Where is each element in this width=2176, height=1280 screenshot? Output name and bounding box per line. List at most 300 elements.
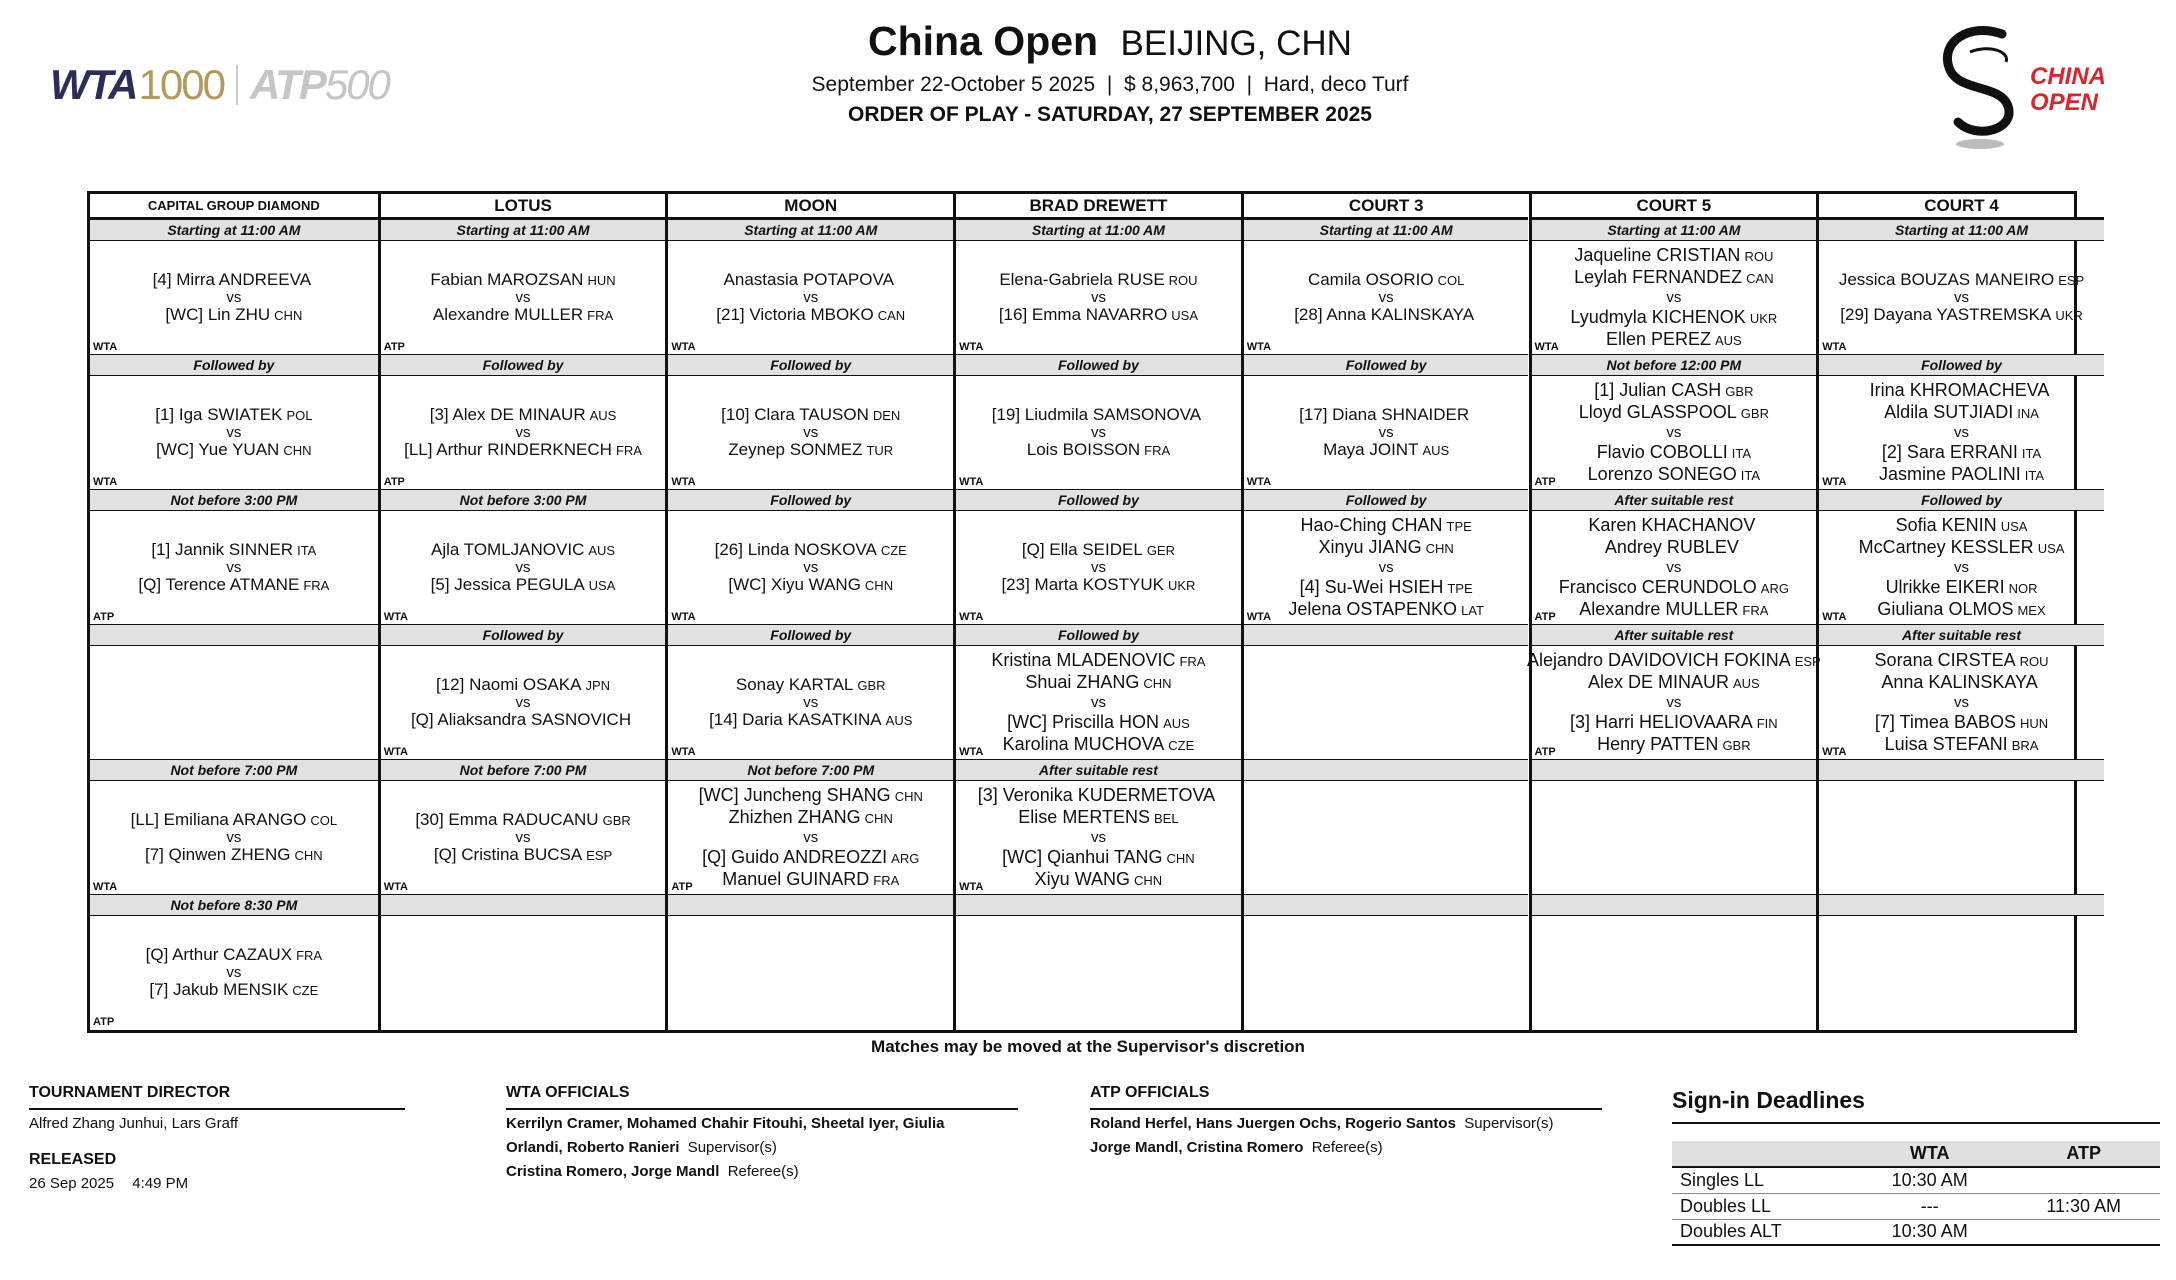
- vs-label: vs: [226, 424, 242, 441]
- tour-label: WTA: [959, 476, 984, 488]
- player-nationality: CHN: [274, 308, 303, 323]
- player: [702, 847, 919, 869]
- court-column: [953, 194, 1241, 1030]
- start-time-bar: Starting at 11:00 AM: [381, 219, 666, 241]
- court-column: [1816, 194, 2104, 1030]
- match-cell: [90, 781, 378, 894]
- player-nationality: POL: [286, 408, 313, 423]
- start-time-bar: Followed by: [381, 354, 666, 376]
- match-cell: [1532, 916, 1817, 1029]
- player: [411, 710, 635, 730]
- player: [1877, 599, 2045, 621]
- player-nationality: TUR: [866, 443, 894, 458]
- vs-label: vs: [1090, 289, 1106, 306]
- tour-label: WTA: [671, 476, 696, 488]
- player-name: [30] Emma RADUCANU: [415, 810, 599, 829]
- player: [1007, 712, 1190, 734]
- vs-label: vs: [1666, 423, 1682, 441]
- player: [1840, 305, 2082, 325]
- order-of-play-grid: [87, 191, 2085, 1033]
- player-nationality: FRA: [587, 308, 614, 323]
- player-name: Anastasia POTAPOVA: [723, 270, 894, 289]
- match-cell: [956, 646, 1241, 759]
- start-time-bar: After suitable rest: [1819, 624, 2104, 646]
- player-nationality: NOR: [2008, 580, 2038, 596]
- player-nationality: ESP: [586, 848, 613, 863]
- player-name: [4] Su-Wei HSIEH: [1299, 576, 1444, 597]
- player-name: Zeynep SONMEZ: [728, 440, 863, 459]
- player-name: Sonay KARTAL: [735, 675, 854, 694]
- court-name: MOON: [668, 194, 953, 219]
- start-time-bar: Not before 7:00 PM: [381, 759, 666, 781]
- player-nationality: AUS: [589, 408, 617, 423]
- player-nationality: CHN: [1425, 540, 1454, 556]
- start-time-bar: After suitable rest: [1532, 624, 1817, 646]
- tournament-director-title: TOURNAMENT DIRECTOR: [29, 1084, 405, 1110]
- player-name: [7] Timea BABOS: [1874, 711, 2016, 732]
- tournament-director-names: Alfred Zhang Junhui, Lars Graff: [29, 1115, 239, 1132]
- tour-label: WTA: [93, 341, 118, 353]
- player: [721, 405, 900, 425]
- player-name: [WC] Xiyu WANG: [728, 575, 861, 594]
- player-nationality: CZE: [1168, 737, 1195, 753]
- match-cell: [90, 511, 378, 624]
- player-nationality: CHN: [1143, 675, 1172, 691]
- player: [1288, 599, 1484, 621]
- start-time-bar: Followed by: [1244, 354, 1529, 376]
- player-nationality: CAN: [1746, 270, 1774, 286]
- player: [1870, 380, 2054, 402]
- start-time-bar: After suitable rest: [1532, 489, 1817, 511]
- match-cell: [1532, 376, 1817, 489]
- player: [1881, 672, 2041, 694]
- player-nationality: FIN: [1756, 715, 1778, 731]
- start-time-bar: [1532, 894, 1817, 916]
- player-name: Luisa STEFANI: [1884, 733, 2008, 754]
- signin-row: Singles LL 10:30 AM: [1672, 1167, 2160, 1193]
- player-name: Ellen PEREZ: [1605, 328, 1711, 349]
- player: [1027, 440, 1170, 460]
- match-cell: [1819, 511, 2104, 624]
- player-nationality: GBR: [1722, 737, 1751, 753]
- match-cell: [956, 376, 1241, 489]
- logo-divider: [236, 65, 238, 105]
- match-cell: [956, 241, 1241, 354]
- player: [1035, 869, 1163, 891]
- match-cell: [668, 781, 953, 894]
- tour-label: WTA: [959, 746, 984, 758]
- player-nationality: CHN: [1134, 872, 1163, 888]
- player: [1570, 307, 1777, 329]
- player-name: Lloyd GLASSPOOL: [1578, 401, 1737, 422]
- player-nationality: ITA: [297, 543, 317, 558]
- player-name: Jaqueline CRISTIAN: [1574, 244, 1741, 265]
- player: [729, 807, 893, 829]
- player-nationality: TPE: [1446, 518, 1472, 534]
- start-time-bar: Followed by: [1819, 489, 2104, 511]
- player-nationality: HUN: [587, 273, 616, 288]
- player: [699, 785, 923, 807]
- player-name: Aldila SUTJIADI: [1884, 401, 2014, 422]
- player-name: Karolina MUCHOVA: [1002, 733, 1165, 754]
- player-name: Francisco CERUNDOLO: [1558, 576, 1757, 597]
- player-name: [7] Jakub MENSIK: [149, 980, 289, 999]
- player-nationality: AUS: [1732, 675, 1760, 691]
- player-name: Giuliana OLMOS: [1877, 598, 2014, 619]
- tour-label: ATP: [1534, 476, 1556, 488]
- vs-label: vs: [1954, 558, 1970, 576]
- player-nationality: FRA: [615, 443, 642, 458]
- atp-logo: ATP: [249, 61, 325, 108]
- start-time-bar: Followed by: [668, 354, 953, 376]
- start-time-bar: [1819, 759, 2104, 781]
- tour-label: WTA: [93, 476, 118, 488]
- player: [722, 869, 899, 891]
- vs-label: vs: [515, 424, 531, 441]
- player-name: Alex DE MINAUR: [1587, 671, 1729, 692]
- tour-label: ATP: [93, 611, 115, 623]
- start-time-bar: Starting at 11:00 AM: [1244, 219, 1529, 241]
- player: [1875, 650, 2049, 672]
- player: [1300, 515, 1471, 537]
- player-name: Xinyu JIANG: [1318, 536, 1422, 557]
- vs-label: vs: [1954, 423, 1970, 441]
- player-name: [19] Liudmila SAMSONOVA: [991, 405, 1202, 424]
- player-name: Maya JOINT: [1323, 440, 1419, 459]
- match-cell: [1532, 241, 1817, 354]
- atp-supervisors: Roland Herfel, Hans Juergen Ochs, Rogerio Santos: [1090, 1115, 1456, 1132]
- player-name: [2] Sara ERRANI: [1881, 441, 2018, 462]
- player: [1606, 329, 1742, 351]
- player-name: [WC] Priscilla HON: [1007, 711, 1160, 732]
- signin-deadlines-title: Sign-in Deadlines: [1672, 1087, 2160, 1124]
- player: [991, 650, 1205, 672]
- match-cell: [1819, 376, 2104, 489]
- start-time-bar: Starting at 11:00 AM: [956, 219, 1241, 241]
- player: [1886, 577, 2038, 599]
- player-nationality: USA: [2000, 518, 2028, 534]
- tour-label: WTA: [959, 341, 984, 353]
- player-nationality: ITA: [1731, 445, 1751, 461]
- player-nationality: ITA: [2021, 445, 2042, 461]
- match-cell: [1819, 241, 2104, 354]
- player-name: Leylah FERNANDEZ: [1574, 266, 1743, 287]
- released-title: RELEASED: [29, 1151, 117, 1168]
- player-nationality: FRA: [296, 948, 323, 963]
- player: [978, 785, 1219, 807]
- start-time-bar: [90, 624, 378, 646]
- player-nationality: ITA: [1740, 467, 1760, 483]
- player: [992, 405, 1205, 425]
- player-name: [7] Qinwen ZHENG: [145, 845, 291, 864]
- player-name: Hao-Ching CHAN: [1300, 514, 1443, 535]
- player: [999, 305, 1198, 325]
- atp-officials-list: Roland Herfel, Hans Juergen Ochs, Rogerio Santos Supervisor(s) Jorge Mandl, Cristina Romero Referee(s): [1090, 1115, 1554, 1156]
- match-cell: [1244, 376, 1529, 489]
- tour-label: WTA: [671, 611, 696, 623]
- player: [431, 575, 616, 595]
- china-open-logo-text: CHINA: [2030, 63, 2106, 90]
- start-time-bar: Followed by: [956, 489, 1241, 511]
- player: [1879, 464, 2044, 486]
- player: [434, 845, 612, 865]
- player: [436, 675, 610, 695]
- start-time-bar: Followed by: [1819, 354, 2104, 376]
- start-time-bar: After suitable rest: [956, 759, 1241, 781]
- player: [1001, 575, 1195, 595]
- match-cell: [381, 646, 666, 759]
- court-name: LOTUS: [381, 194, 666, 219]
- player: [1018, 807, 1178, 829]
- player-name: Fabian MAROZSAN: [430, 270, 584, 289]
- player-nationality: USA: [1171, 308, 1199, 323]
- court-name: COURT 4: [1819, 194, 2104, 219]
- player-nationality: MEX: [2017, 602, 2046, 618]
- match-cell: [1532, 781, 1817, 894]
- released-time: 4:49 PM: [132, 1175, 189, 1192]
- match-cell: [1526, 646, 1821, 759]
- tour-label: WTA: [383, 611, 408, 623]
- signin-deadlines-table: [1672, 1141, 2160, 1246]
- vs-label: vs: [1090, 693, 1106, 711]
- released-datetime: [29, 1172, 188, 1196]
- player: [1300, 577, 1473, 599]
- player: [1308, 270, 1464, 290]
- player: [1605, 537, 1743, 559]
- start-time-bar: [668, 894, 953, 916]
- player-name: [LL] Emiliana ARANGO: [130, 810, 307, 829]
- player-nationality: TPE: [1447, 580, 1473, 596]
- player-nationality: BEL: [1154, 810, 1179, 826]
- player: [728, 440, 893, 460]
- player-nationality: GBR: [857, 678, 886, 693]
- player-name: Andrey RUBLEV: [1604, 536, 1739, 557]
- tour-label: WTA: [1822, 476, 1847, 488]
- player: [1579, 402, 1769, 424]
- player-nationality: COL: [1437, 273, 1465, 288]
- tour-label: WTA: [1822, 746, 1847, 758]
- player-nationality: DEN: [872, 408, 901, 423]
- player-name: Anna KALINSKAYA: [1881, 671, 2038, 692]
- player-nationality: FRA: [1179, 653, 1206, 669]
- player-name: Kristina MLADENOVIC: [991, 649, 1176, 670]
- court-column: [665, 194, 953, 1030]
- player: [151, 540, 316, 560]
- player-name: Elena-Gabriela RUSE: [999, 270, 1165, 289]
- player: [149, 980, 318, 1000]
- signin-atp-header: ATP: [2007, 1141, 2160, 1167]
- tour-label: WTA: [1822, 611, 1847, 623]
- start-time-bar: Followed by: [1244, 489, 1529, 511]
- player-name: [Q] Guido ANDREOZZI: [702, 846, 888, 867]
- player-nationality: FRA: [303, 578, 330, 593]
- player-name: Camila OSORIO: [1307, 270, 1434, 289]
- vs-label: vs: [1090, 828, 1106, 846]
- vs-label: vs: [515, 559, 531, 576]
- player: [1570, 712, 1778, 734]
- player-name: [3] Veronika KUDERMETOVA: [977, 784, 1216, 805]
- player-name: [Q] Aliaksandra SASNOVICH: [410, 710, 632, 729]
- court-column: [1526, 194, 1821, 1030]
- signin-row: Doubles ALT 10:30 AM: [1672, 1219, 2160, 1245]
- player-nationality: ITA: [2024, 467, 2045, 483]
- match-cell: [1819, 781, 2104, 894]
- player-nationality: AUS: [1422, 443, 1450, 458]
- wta-officials-list: Kerrilyn Cramer, Mohamed Chahir Fitouhi, Sheetal Iyer, Giulia Orlandi, Roberto Ranieri Supervisor(s) Cristina Romero, Jorge Mandl Referee(s): [506, 1115, 945, 1180]
- player: [1527, 650, 1821, 672]
- player-name: [23] Marta KOSTYUK: [1001, 575, 1164, 594]
- player: [1323, 440, 1449, 460]
- player-name: [WC] Juncheng SHANG: [698, 784, 891, 805]
- start-time-bar: [381, 894, 666, 916]
- player-nationality: AUS: [1163, 715, 1190, 731]
- player-nationality: AUS: [1715, 332, 1742, 348]
- player: [1022, 540, 1175, 560]
- player: [1003, 734, 1195, 756]
- player: [728, 575, 893, 595]
- player: [1579, 599, 1768, 621]
- tour-label: WTA: [383, 746, 408, 758]
- player: [404, 440, 642, 460]
- player: [1885, 734, 2039, 756]
- player-name: Flavio COBOLLI: [1596, 441, 1728, 462]
- start-time-bar: Followed by: [668, 489, 953, 511]
- match-cell: [1244, 241, 1529, 354]
- player-nationality: FRA: [873, 872, 900, 888]
- start-time-bar: [1244, 759, 1529, 781]
- court-name: BRAD DREWETT: [956, 194, 1241, 219]
- player-name: [1] Julian CASH: [1594, 379, 1722, 400]
- vs-label: vs: [226, 559, 242, 576]
- player: [1839, 270, 2084, 290]
- player: [1588, 464, 1760, 486]
- player-nationality: JPN: [585, 678, 611, 693]
- player-nationality: BRA: [2011, 737, 2039, 753]
- vs-label: vs: [226, 289, 242, 306]
- match-cell: [1244, 646, 1529, 759]
- start-time-bar: Followed by: [956, 354, 1241, 376]
- player-name: Alexandre MULLER: [1579, 598, 1739, 619]
- player-name: Xiyu WANG: [1034, 868, 1131, 889]
- start-time-bar: [1819, 894, 2104, 916]
- tour-label: WTA: [1246, 341, 1272, 353]
- player-nationality: INA: [2017, 405, 2039, 421]
- player: [1597, 442, 1751, 464]
- vs-label: vs: [1378, 424, 1394, 441]
- player: [1574, 245, 1773, 267]
- court-column: [90, 194, 378, 1030]
- player: [156, 440, 311, 460]
- match-cell: [1819, 916, 2104, 1029]
- player: [1896, 515, 2028, 537]
- atp-tier-logo: 500: [324, 61, 389, 108]
- match-cell: [381, 916, 666, 1029]
- player-nationality: ESP: [1794, 653, 1821, 669]
- player-nationality: ARG: [1760, 580, 1789, 596]
- player-nationality: ARG: [891, 850, 920, 866]
- start-time-bar: Not before 3:00 PM: [381, 489, 666, 511]
- tour-label: WTA: [671, 341, 696, 353]
- match-cell: [668, 511, 953, 624]
- tour-label: WTA: [671, 746, 696, 758]
- player-name: Lorenzo SONEGO: [1587, 463, 1737, 484]
- start-time-bar: [1244, 624, 1529, 646]
- player: [999, 270, 1197, 290]
- court-column: [1241, 194, 1529, 1030]
- player-nationality: FRA: [1742, 602, 1769, 618]
- start-time-bar: Followed by: [668, 624, 953, 646]
- player: [1559, 577, 1789, 599]
- player-name: Sofia KENIN: [1895, 514, 1997, 535]
- player-name: [5] Jessica PEGULA: [430, 575, 585, 594]
- player: [138, 575, 329, 595]
- vs-label: vs: [515, 289, 531, 306]
- player: [715, 540, 907, 560]
- match-cell: [1244, 511, 1529, 624]
- player-name: [21] Victoria MBOKO: [716, 305, 874, 324]
- tour-label: WTA: [959, 611, 984, 623]
- tournament-info: September 22-October 5 2025 | $ 8,963,700 | Hard, deco Turf: [811, 73, 1409, 96]
- vs-label: vs: [803, 289, 819, 306]
- player-nationality: USA: [588, 578, 616, 593]
- player: [1859, 537, 2065, 559]
- match-cell: [668, 376, 953, 489]
- vs-label: vs: [803, 828, 819, 846]
- tournament-name: China Open: [868, 18, 1099, 64]
- start-time-bar: Not before 8:30 PM: [90, 894, 378, 916]
- player: [165, 305, 302, 325]
- match-cell: [381, 511, 666, 624]
- player-name: Jelena OSTAPENKO: [1288, 598, 1458, 619]
- match-cell: [90, 916, 378, 1029]
- player: [431, 540, 615, 560]
- vs-label: vs: [1954, 693, 1970, 711]
- vs-label: vs: [803, 559, 819, 576]
- start-time-bar: Starting at 11:00 AM: [1532, 219, 1817, 241]
- player-name: Henry PATTEN: [1597, 733, 1719, 754]
- match-cell: [1244, 916, 1529, 1029]
- player-nationality: FRA: [1144, 443, 1171, 458]
- player-name: Elise MERTENS: [1018, 806, 1150, 827]
- player: [736, 675, 886, 695]
- start-time-bar: Starting at 11:00 AM: [1819, 219, 2104, 241]
- order-of-play-title: ORDER OF PLAY - SATURDAY, 27 SEPTEMBER 2025: [848, 103, 1372, 126]
- player: [430, 270, 615, 290]
- player-nationality: GBR: [602, 813, 631, 828]
- wta-officials-title: WTA OFFICIALS: [506, 1084, 1018, 1110]
- player: [1319, 537, 1454, 559]
- player-name: [WC] Yue YUAN: [156, 440, 280, 459]
- start-time-bar: Not before 12:00 PM: [1532, 354, 1817, 376]
- player: [1875, 712, 2048, 734]
- player: [1294, 305, 1478, 325]
- start-time-bar: [1244, 894, 1529, 916]
- tour-label: WTA: [959, 881, 984, 893]
- tour-logos: [50, 60, 389, 110]
- vs-label: vs: [1666, 693, 1682, 711]
- player: [1884, 402, 2039, 424]
- vs-label: vs: [803, 694, 819, 711]
- player-name: [WC] Lin ZHU: [165, 305, 271, 324]
- player-nationality: COL: [310, 813, 338, 828]
- tour-label: WTA: [93, 881, 118, 893]
- tour-label: WTA: [383, 881, 408, 893]
- start-time-bar: Followed by: [381, 624, 666, 646]
- player-name: Jessica BOUZAS MANEIRO: [1838, 270, 2055, 289]
- start-time-bar: Followed by: [956, 624, 1241, 646]
- court-name: COURT 3: [1244, 194, 1529, 219]
- match-cell: [1244, 781, 1529, 894]
